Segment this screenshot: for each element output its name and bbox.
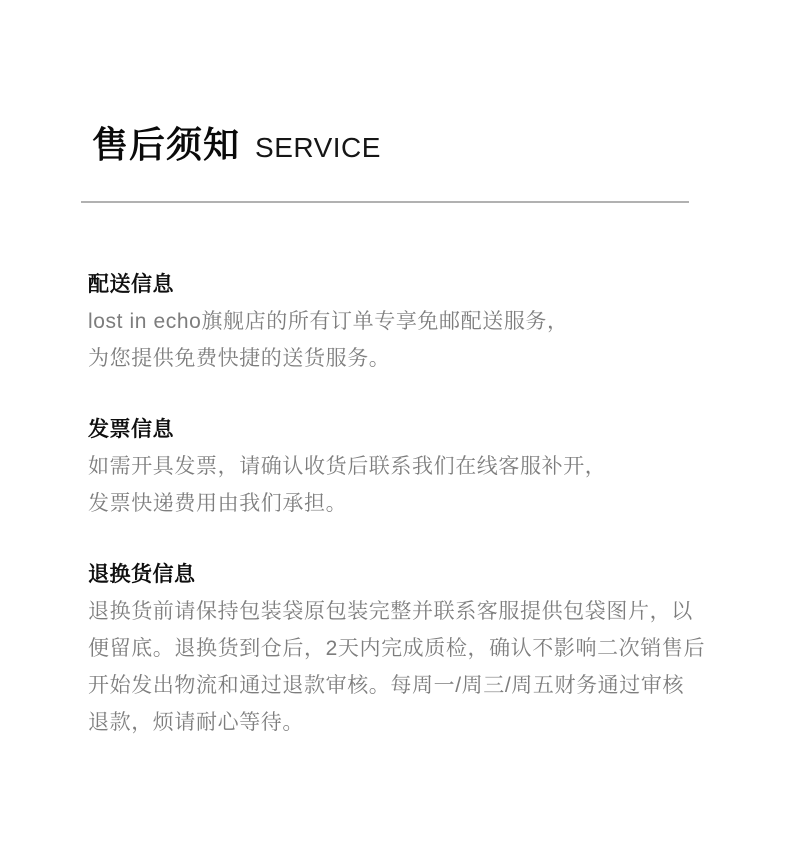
paragraph-line: 发票快递费用由我们承担。 [88, 492, 348, 515]
section-body [88, 448, 720, 522]
page-subtitle: SERVICE [255, 132, 381, 163]
section-heading: 发票信息 [88, 418, 174, 441]
paragraph-line: lost in echo旗舰店的所有订单专享免邮配送服务， [88, 310, 569, 333]
notice-sections [88, 274, 720, 741]
section-return-info [88, 564, 720, 741]
paragraph-line: 退款，烦请耐心等待。 [88, 711, 304, 734]
paragraph-line: 退换货前请保持包装袋原包装完整并联系客服提供包袋图片，以 [88, 600, 693, 623]
section-heading: 退换货信息 [88, 563, 196, 586]
paragraph-line: 如需开具发票，请确认收货后联系我们在线客服补开， [88, 455, 607, 478]
section-heading: 配送信息 [88, 273, 174, 296]
paragraph-line: 为您提供免费快捷的送货服务。 [88, 347, 391, 370]
section-body [88, 593, 720, 741]
section-body [88, 303, 720, 377]
page-header [92, 126, 720, 164]
page-title: 售后须知 [92, 124, 241, 165]
header-divider [81, 201, 689, 203]
section-invoice-info [88, 419, 720, 522]
paragraph-line: 开始发出物流和通过退款审核。每周一/周三/周五财务通过审核 [88, 674, 685, 697]
page-content [0, 126, 790, 741]
paragraph-line: 便留底。退换货到仓后，2天内完成质检，确认不影响二次销售后 [88, 637, 706, 660]
section-shipping-info [88, 274, 720, 377]
